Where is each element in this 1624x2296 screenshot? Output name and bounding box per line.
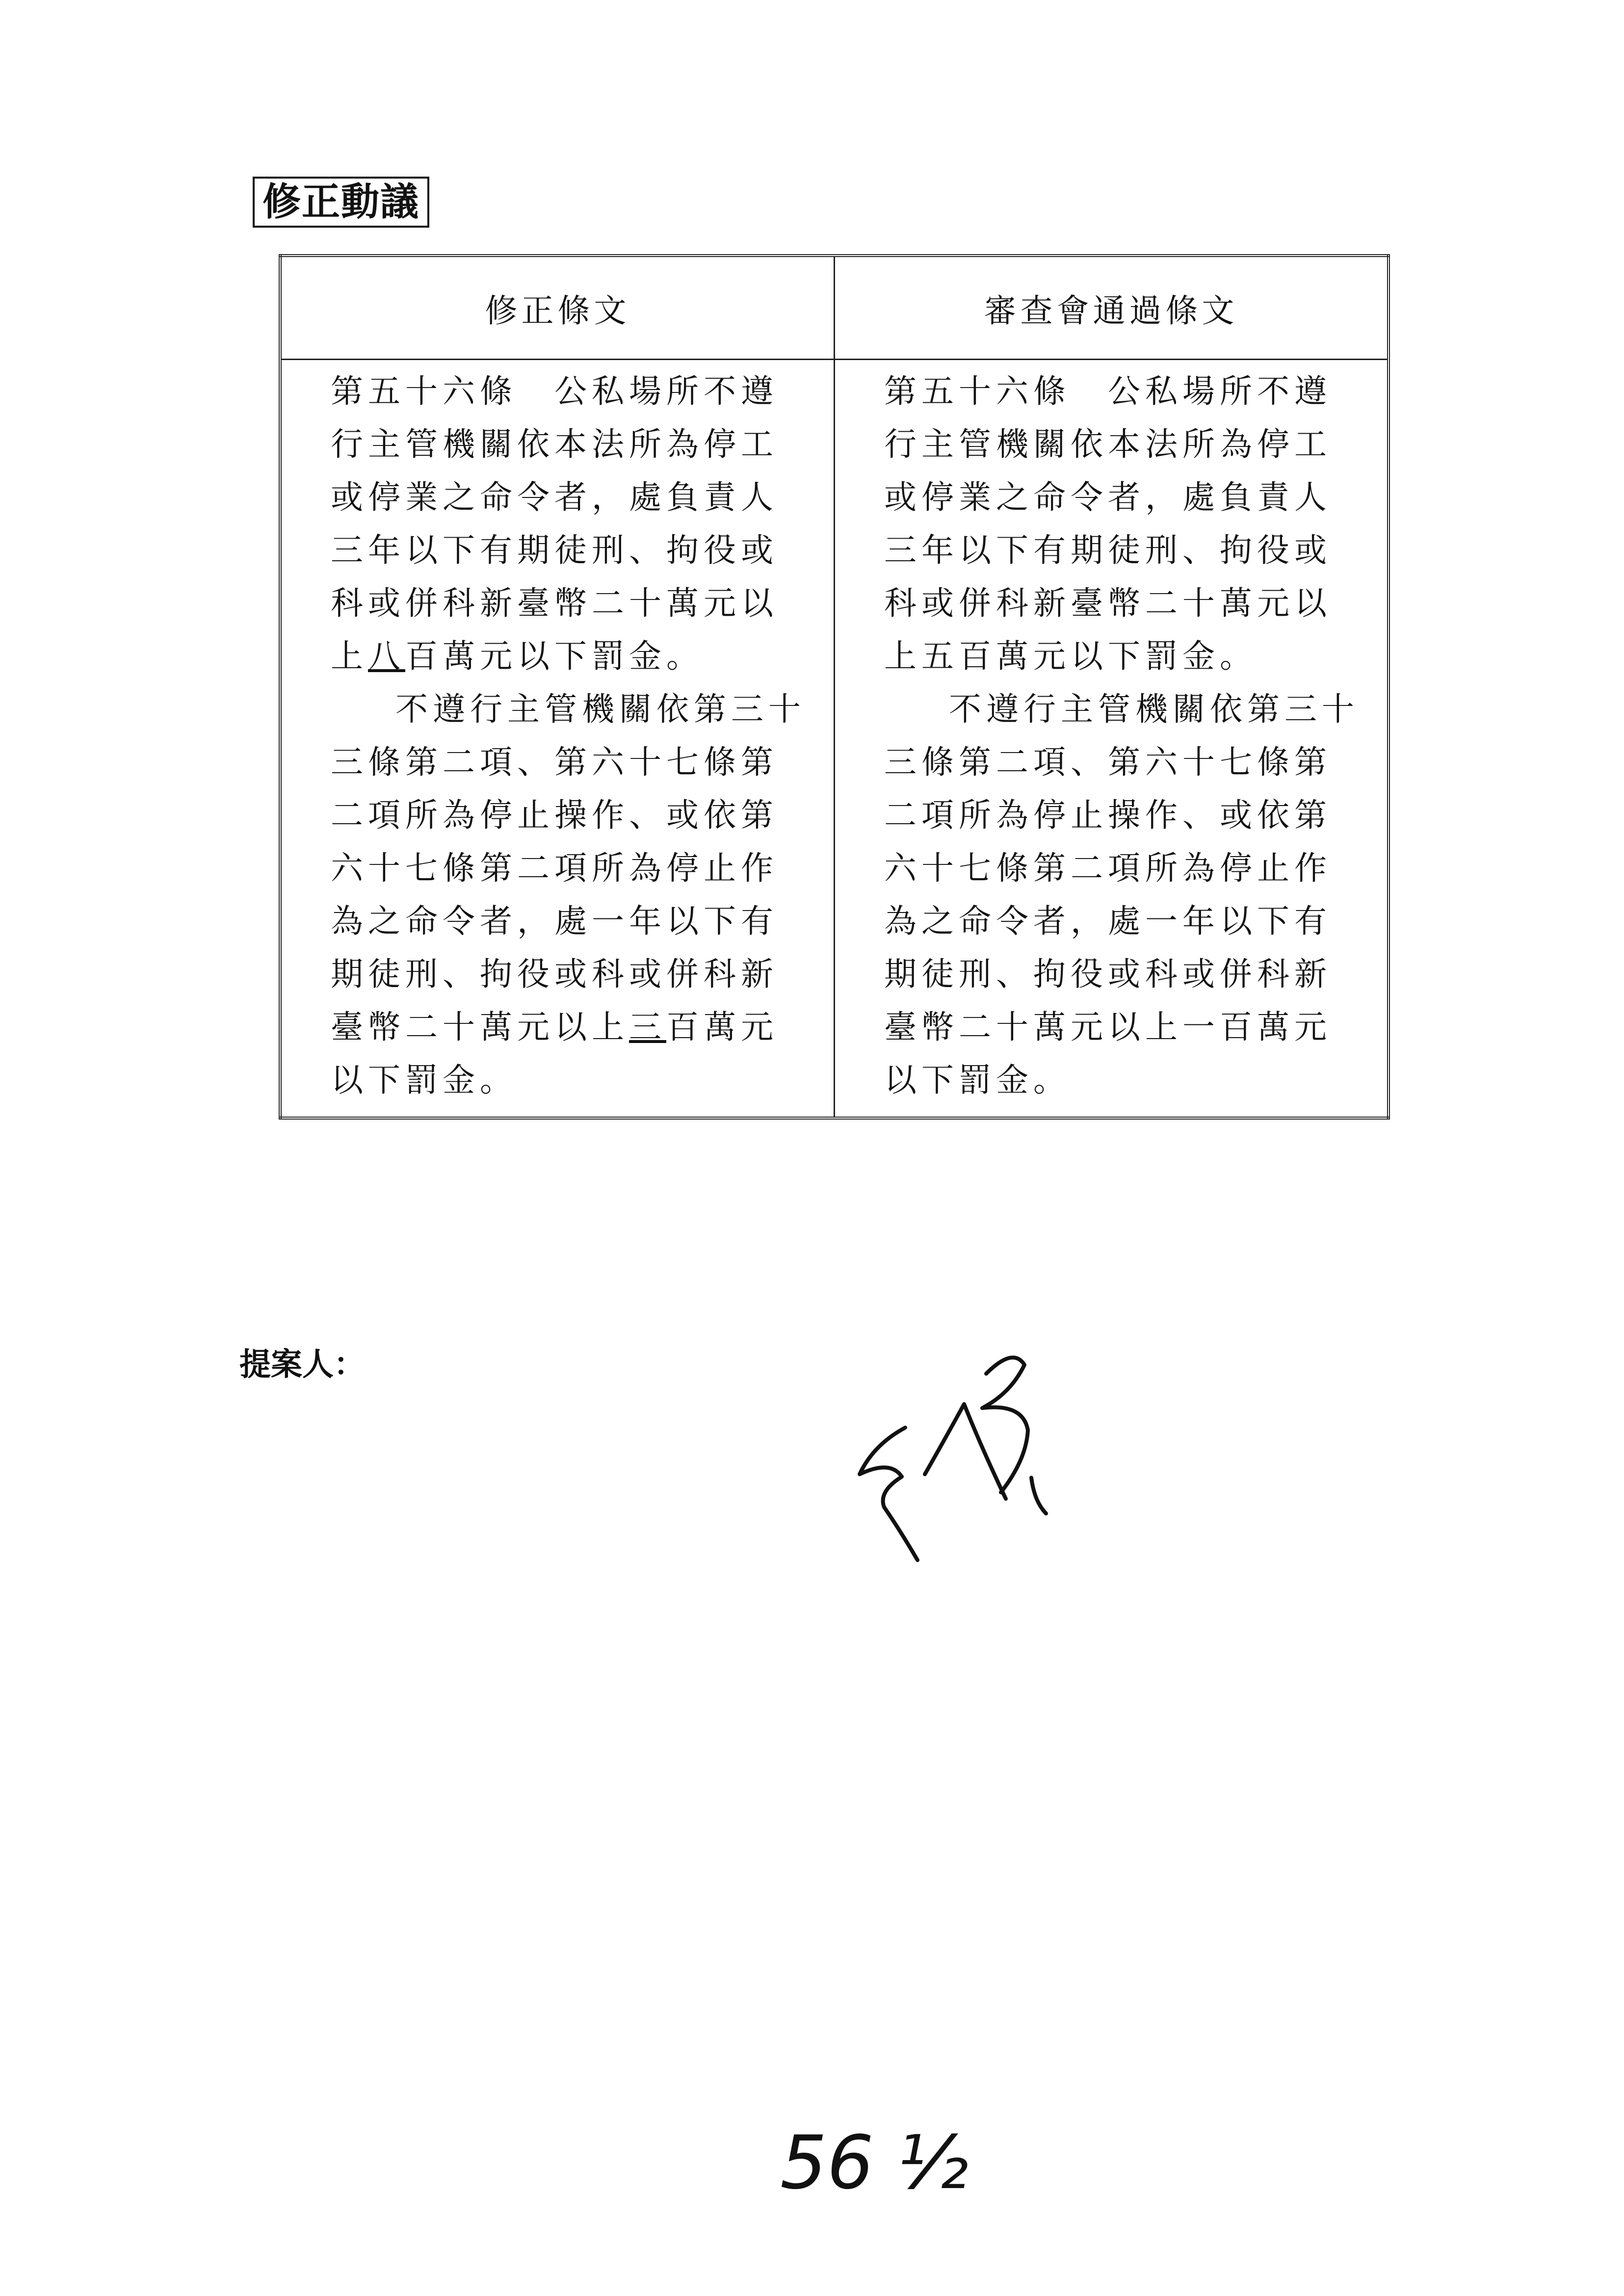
handwritten-signature xyxy=(844,1334,1099,1590)
proposer-label: 提案人： xyxy=(239,1347,365,1383)
approved-article-cell xyxy=(835,360,1389,1119)
approved-paragraph-2: 不遵行主管機關依第三十三條第二項、第六十七條第二項所為停止操作、或依第六十七條第二項所為停止作為之命令者，處一年以下有期徒刑、拘役或科或併科新臺幣二十萬元以上一百萬元以下罰金。 xyxy=(884,690,1359,1099)
revised-paragraph-2 xyxy=(331,683,814,1107)
revised-p2-before: 不遵行主管機關依第三十三條第二項、第六十七條第二項所為停止操作、或依第六十七條第二項所為停止作為之命令者，處一年以下有期徒刑、拘役或科或併科新臺幣二十萬元以上 xyxy=(331,690,806,1046)
comparison-table xyxy=(279,254,1390,1120)
table-row xyxy=(280,360,1388,1119)
page-number-text: 56 ½ xyxy=(780,2120,969,2206)
revised-p2-changed: 三 xyxy=(629,1008,666,1046)
revised-p2-after: 百萬元以下罰金。 xyxy=(331,1008,778,1099)
header-approved: 審查會通過條文 xyxy=(835,256,1389,360)
revised-p1-after: 百萬元以下罰金。 xyxy=(405,637,704,675)
revised-paragraph-1 xyxy=(331,365,814,683)
header-revised: 修正條文 xyxy=(280,256,835,360)
approved-paragraph-1: 第五十六條 公私場所不遵行主管機關依本法所為停工或停業之命令者，處負責人三年以下有期徒刑、拘役或科或併科新臺幣二十萬元以上五百萬元以下罰金。 xyxy=(884,372,1332,675)
handwritten-page-number xyxy=(780,2110,986,2213)
revised-p1-changed: 八 xyxy=(368,637,405,675)
revised-article-cell xyxy=(280,360,835,1119)
table-header-row xyxy=(280,256,1388,360)
document-title: 修正動議 xyxy=(253,177,429,228)
revised-p1-before: 第五十六條 公私場所不遵行主管機關依本法所為停工或停業之命令者，處負責人三年以下有期徒刑、拘役或科或併科新臺幣二十萬元以上 xyxy=(331,372,778,675)
